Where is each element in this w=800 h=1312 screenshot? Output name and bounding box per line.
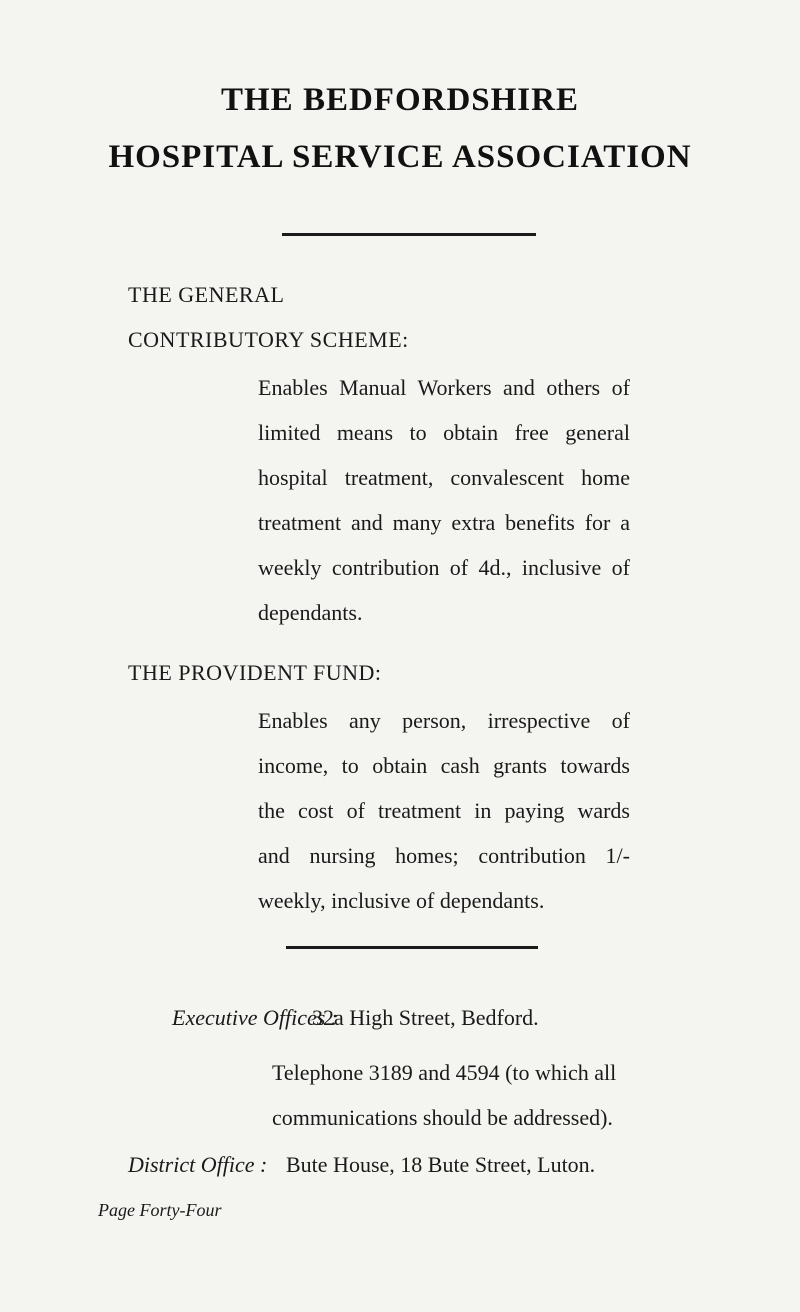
executive-offices-details: [272, 1050, 616, 1140]
body-line: Enables Manual Workers and others of: [258, 375, 630, 400]
executive-telephone-line: Telephone 3189 and 4594 (to which all: [272, 1060, 617, 1085]
title-line-2: HOSPITAL SERVICE ASSOCIATION: [108, 139, 692, 175]
body-line: limited means to obtain free general: [258, 420, 630, 445]
body-line: weekly contribution of 4d., inclusive of: [258, 555, 630, 580]
body-line: weekly, inclusive of dependants.: [258, 888, 545, 913]
district-office-label: District Office :: [128, 1152, 268, 1177]
title-line-1: THE BEDFORDSHIRE: [221, 82, 579, 118]
page-number: Page Forty-Four: [98, 1200, 222, 1220]
body-line: hospital treatment, convalescent home: [258, 465, 630, 490]
general-scheme-heading-1: THE GENERAL: [128, 282, 285, 307]
body-line: income, to obtain cash grants towards: [258, 753, 630, 778]
divider-top: [282, 233, 536, 236]
divider-middle: [286, 946, 538, 949]
body-line: treatment and many extra benefits for a: [258, 510, 630, 535]
provident-fund-body: [258, 698, 630, 923]
body-line: dependants.: [258, 600, 363, 625]
executive-offices-label: Executive Offices :: [172, 1005, 339, 1030]
district-office-address: Bute House, 18 Bute Street, Luton.: [286, 1152, 596, 1177]
executive-offices-address: 32a High Street, Bedford.: [312, 1005, 539, 1030]
body-line: and nursing homes; contribution 1/-: [258, 843, 630, 868]
body-line: Enables any person, irrespective of: [258, 708, 630, 733]
executive-communications-line: communications should be addressed).: [272, 1105, 613, 1130]
general-scheme-body: [258, 365, 630, 635]
provident-fund-heading: THE PROVIDENT FUND:: [128, 660, 382, 685]
general-scheme-heading-2: CONTRIBUTORY SCHEME:: [128, 327, 409, 352]
body-line: the cost of treatment in paying wards: [258, 798, 630, 823]
